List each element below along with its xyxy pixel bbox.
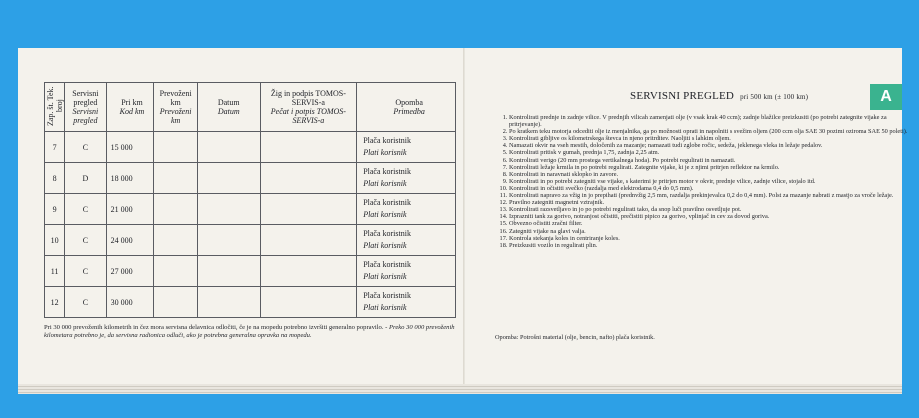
km-value: 15 000: [106, 132, 154, 163]
note-cell: Plača koristnik Plati korisnik: [357, 225, 456, 256]
travelled-cell: [154, 287, 198, 318]
stamp-cell: [260, 132, 357, 163]
list-item: 5. Kontrolirati pritisk v gumah, prednja 1,75, zadnja 2,25 atm.: [509, 149, 911, 156]
list-item: 15. Obvezno očistiti zračni filter.: [509, 220, 911, 227]
table-row: [45, 132, 456, 163]
travelled-cell: [154, 132, 198, 163]
service-type: C: [65, 256, 106, 287]
service-type: C: [65, 132, 106, 163]
row-number: 11: [45, 256, 65, 287]
page-edges: [18, 384, 902, 394]
header-travelled: Prevoženi km Prevoženi km: [154, 83, 198, 132]
left-footnote: Pri 30 000 prevoženih kilometrih in čez mora servisna delavnica odločiti, če je na mopedu potrebno izvršiti generalno popravilo. - Preko 30 000 prevoženih kilometara potrebno je, da servisna radionica odluči, ako je potrebna generalna opravka na mopedu.: [44, 324, 455, 339]
table-row: [45, 225, 456, 256]
list-item: 17. Kontrola stekanja koles in centriranje koles.: [509, 235, 911, 242]
travelled-cell: [154, 256, 198, 287]
date-cell: [197, 194, 260, 225]
list-item: 2. Po kratkem teku motorja odcediti olje iz menjalnika, ga po možnosti oprati in napolniti s svežim oljem (200 ccm olja SAE 30 pozimi oziroma SAE 50 poleti).: [509, 128, 911, 135]
list-item: 1. Kontrolirati prednje in zadnje vilice. V prednjih vilicah zamenjati olje (v vsak krak 40 ccm); zadnje blažilce preizkusiti (po potrebi zategnite vijake za pritrjevanje).: [509, 114, 911, 128]
stamp-cell: [260, 163, 357, 194]
note-cell: Plača koristnik Plati korisnik: [357, 163, 456, 194]
travelled-cell: [154, 194, 198, 225]
list-item: 16. Zategniti vijake na glavi valja.: [509, 228, 911, 235]
travelled-cell: [154, 225, 198, 256]
list-item: 9. Kontrolirati in po potrebi zategniti vse vijake, s katerimi je pritrjen motor v okvir, prednje vilice, zadnje vilice, stojalo itd.: [509, 178, 911, 185]
table-row: [45, 287, 456, 318]
date-cell: [197, 287, 260, 318]
stamp-cell: [260, 287, 357, 318]
list-item: 4. Namazati okvir na vseh mestih, določenih za mazanje; namazati tudi zglobe ročic, sedeža, jeklenega vleka in ležaje pedalov.: [509, 142, 911, 149]
section-tab: A: [870, 84, 902, 110]
list-item: 11. Kontrolirati napravo za vžig in jo prepihati (prednvžig 2,5 mm, razdalja prekinjevalca 0,2 do 0,4 mm). Polst za mazanje nabrati z mastjo za vroče ležaje.: [509, 192, 911, 199]
header-number: Zap. št. Tek. broj: [45, 83, 65, 132]
date-cell: [197, 163, 260, 194]
date-cell: [197, 256, 260, 287]
km-value: 18 000: [106, 163, 154, 194]
km-value: 27 000: [106, 256, 154, 287]
table-row: [45, 163, 456, 194]
header-date: Datum Datum: [197, 83, 260, 132]
date-cell: [197, 132, 260, 163]
row-number: 7: [45, 132, 65, 163]
km-value: 21 000: [106, 194, 154, 225]
service-type: C: [65, 225, 106, 256]
row-number: 9: [45, 194, 65, 225]
right-page: [465, 48, 908, 384]
left-page: [18, 48, 465, 384]
header-stamp: Žig in podpis TOMOS-SERVIS-a Pečat i potpis TOMOS-SERVIS-a: [260, 83, 357, 132]
service-type: C: [65, 287, 106, 318]
list-item: 13. Kontrolirati razsvetljavo in jo po potrebi regulirati tako, da snop luči pravilno osvetljuje pot.: [509, 206, 911, 213]
row-number: 10: [45, 225, 65, 256]
right-footnote: Opomba: Potrošni material (olje, bencin, nafto) plača koristnik.: [495, 334, 655, 341]
list-item: 8. Kontrolirati in naravnati sklopko in zavore.: [509, 171, 911, 178]
list-item: 10. Kontrolirati in očistiti svečko (razdalja med elektrodama 0,4 do 0,5 mm).: [509, 185, 911, 192]
header-note: Opomba Primedba: [357, 83, 456, 132]
page-title: SERVISNI PREGLED pri 500 km (± 100 km): [630, 90, 809, 102]
service-type: D: [65, 163, 106, 194]
header-km: Pri km Kod km: [106, 83, 154, 132]
list-item: 14. Izprazniti tank za gorivo, notranjost očistiti, prečistiti pipico za gorivo, vplinjač in cev za dovod goriva.: [509, 213, 911, 220]
km-value: 24 000: [106, 225, 154, 256]
table-row: [45, 194, 456, 225]
row-number: 8: [45, 163, 65, 194]
travelled-cell: [154, 163, 198, 194]
list-item: 12. Pravilno zategniti magnetni vztrajnik.: [509, 199, 911, 206]
service-type: C: [65, 194, 106, 225]
stamp-cell: [260, 256, 357, 287]
list-item: 3. Kontrolirati gibljive os kilometrskega števca in njeno pritrditev. Naoljiti s lahkim oljem.: [509, 135, 911, 142]
km-value: 30 000: [106, 287, 154, 318]
stamp-cell: [260, 194, 357, 225]
date-cell: [197, 225, 260, 256]
service-table: [44, 82, 456, 318]
list-item: 18. Preizkusiti vozilo in regulirati plin.: [509, 242, 911, 249]
note-cell: Plača koristnik Plati korisnik: [357, 132, 456, 163]
row-number: 12: [45, 287, 65, 318]
list-item: 7. Kontrolirati ležaje krmila in po potrebi regulirati. Zategnite vijake, ki je z njimi pritrjen reflektor na krmilo.: [509, 164, 911, 171]
checklist: [491, 114, 911, 249]
service-booklet: [18, 48, 908, 384]
note-cell: Plača koristnik Plati korisnik: [357, 287, 456, 318]
stamp-cell: [260, 225, 357, 256]
table-row: [45, 256, 456, 287]
note-cell: Plača koristnik Plati korisnik: [357, 256, 456, 287]
list-item: 6. Kontrolirati verigo (20 mm prostega vertikalnega hoda). Po potrebi regulirati in namazati.: [509, 157, 911, 164]
note-cell: Plača koristnik Plati korisnik: [357, 194, 456, 225]
header-service: Servisni pregled Servisni pregled: [65, 83, 106, 132]
